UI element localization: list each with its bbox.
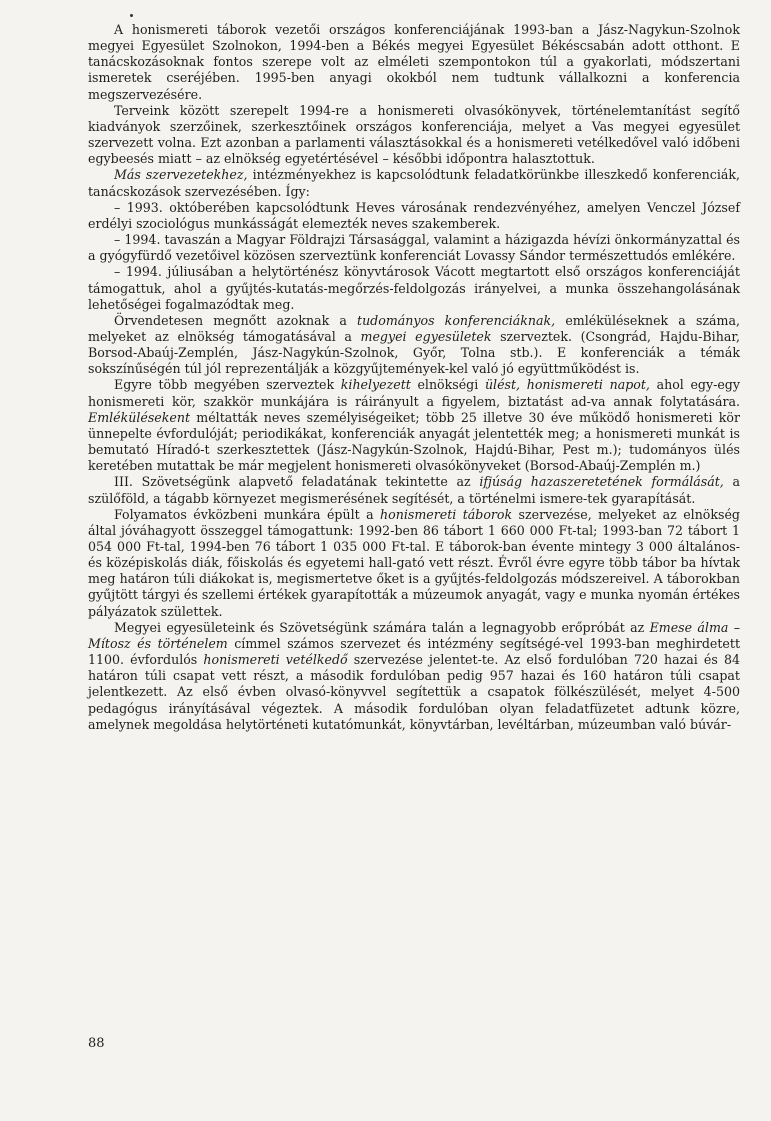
text-run: címmel számos szervezet és intézmény segítségé-vel 1993-ban meghirdetett 1100. évfordulós <box>88 635 741 668</box>
paragraph <box>88 620 740 733</box>
text-run: szervezése jelentet-te. Az első fordulóban 720 hazai és 84 határon túli csapat vett részt, a második fordulóban pedig 957 hazai és 160 határon túli csapat jelentkezett. Az első évben olvasó-könyvvel segítettük a csapatok fölkészülését, melyet 4-500 pedagógus irányításával végeztek. A második fordulóban olyan feladatfüzetet adtunk közre, amelynek megoldása helytörténeti kutatómunkát, könyvtárban, levéltárban, múzeumban való búvár- <box>88 652 741 732</box>
text-run: szervezése, melyeket az elnökség által jóváhagyott összeggel támogattunk: 1992-ben 86 tábort 1 660 000 Ft-tal; 1993-ban 72 tábort 1 054 000 Ft-tal, 1994-ben 76 tábort 1 035 000 Ft-tal. E táborok-ban évente mintegy 3 000 általános- és középiskolás diák, főiskolás és egyetemi hall-gató vett részt. Évről évre egyre több tábor ba hívtak meg határon túli diákokat is, megismertetve őket is a gyűjtés-feldolgozás módszereivel. A táborokban gyűjtött tárgyi és szellemi értékek gyarapították a múzeumok anyagát, vagy e munka nyomán értékes pályázatok születtek. <box>88 506 740 619</box>
text-run: A honismereti táborok vezetői országos konferenciájának 1993-ban a Jász-Nagykun-Szolnok megyei Egyesület Szolnokon, 1994-ben a Békés megyei Egyesület Békéscsabán adott otthont. E tanácskozásoknak fontos szerepe volt az elméleti szempontokon túl a gyakorlati, módszertani ismeretek cseréjében. 1995-ben anyagi okokból nem tudtunk vállalkozni a konferencia megszervezésére. <box>88 22 740 102</box>
italic-run: Emese álma – Mítosz és történelem <box>88 619 740 651</box>
italic-run: honismereti táborok <box>380 506 513 522</box>
italic-run: tudományos konferenciáknak, <box>357 312 556 328</box>
text-run: Örvendetesen megnőtt azoknak a <box>114 312 358 328</box>
text-run: a szülőföld, a tágabb környezet megismerésének segítését, a történelmi ismere-tek gyarapítását. <box>88 474 741 506</box>
text-run: Folyamatos évközbeni munkára épült a <box>114 506 381 522</box>
italic-run: megyei egyesületek <box>360 328 492 344</box>
text-run: ahol egy-egy honismereti kör, szakkör munkájára is ráirányult a figyelem, biztatást ad-va annak folytatására. <box>88 377 740 409</box>
italic-run: kihelyezett <box>340 377 411 393</box>
text-run: elnökségi <box>410 377 485 393</box>
text-run: emléküléseknek a száma, melyeket az elnökség támogatásával a <box>88 312 740 344</box>
text-run: – 1993. októberében kapcsolódtunk Heves városának rendezvényéhez, amelyen Venczel József erdélyi szociológus munkásságát elemezték neves szakemberek. <box>88 199 740 231</box>
text-run: – 1994. tavaszán a Magyar Földrajzi Társasággal, valamint a házigazda hévízi önkormányzattal és a gyógyfürdő vezetőivel közösen szerveztünk konferenciát Lovassy Sándor természettudós emlékére. <box>88 232 740 264</box>
text-run: szerveztek. (Csongrád, Hajdu-Bihar, Borsod-Abaúj-Zemplén, Jász-Nagykún-Szolnok, Győr, Tolna stb.). E konferenciák a témák sokszínűségén túl jól reprezentálják a közgyűjtemények-kel való jó együttműködést is. <box>88 328 740 377</box>
paragraph <box>88 22 740 103</box>
paragraph <box>88 264 740 312</box>
paragraph <box>88 507 740 620</box>
italic-run: Más szervezetekhez, <box>114 167 248 183</box>
text-run: III. Szövetségünk alapvető feladatának tekintette az <box>114 474 480 490</box>
text-run: Megyei egyesületeink és Szövetségünk számára talán a legnagyobb erőpróbát az <box>114 619 650 635</box>
text-run: intézményekhez is kapcsolódtunk feladatkörünkbe illeszkedő konferenciák, tanácskozások szervezésében. Így: <box>88 167 740 199</box>
print-speck <box>130 14 133 17</box>
italic-run: ifjúság hazaszeretetének formálását, <box>479 474 724 490</box>
paragraph <box>88 377 740 474</box>
body-text <box>88 22 740 733</box>
paragraph <box>88 313 740 378</box>
page-number: 88 <box>88 1036 105 1051</box>
paragraph <box>88 103 740 168</box>
paragraph <box>88 474 740 506</box>
paragraph <box>88 200 740 232</box>
text-run: méltatták neves személyiségeiket; több 25 illetve 30 éve működő honismereti kör ünnepelte évfordulóját; periodikákat, konferenciák anyagát jelentették meg; a honismereti munkát is bemutató Híradó-t szerkesztettek (Jász-Nagykún-Szolnok, Hajdú-Bihar, Pest m.); tudományos ülés keretében mutattak be már megjelent honismereti olvasókönyveket (Borsod-Abaúj-Zemplén m.) <box>88 409 740 474</box>
text-run: Terveink között szerepelt 1994-re a honismereti olvasókönyvek, történelemtanítást segítő kiadványok szerzőinek, szerkesztőinek országos konferenciája, melyet a Vas megyei egyesület szervezett volna. Ezt azonban a parlamenti választásokkal és a honismereti vetélkedővel való időbeni egybeesés miatt – az elnökség egyetértésével – későbbi időpontra halasztottuk. <box>88 102 740 167</box>
italic-run: ülést, honismereti napot, <box>484 377 650 393</box>
paragraph <box>88 232 740 264</box>
italic-run: honismereti vetélkedő <box>203 652 348 668</box>
italic-run: Emlékülésekent <box>88 409 191 425</box>
text-run: – 1994. júliusában a helytörténész könyvtárosok Vácott megtartott első országos konferenciáját támogattuk, ahol a gyűjtés-kutatás-megőrzés-feldolgozás irányelvei, a munka összehangolásának lehetőségei fogalmazódtak meg. <box>88 264 740 312</box>
text-run: Egyre több megyében szerveztek <box>114 377 341 393</box>
paragraph <box>88 167 740 199</box>
